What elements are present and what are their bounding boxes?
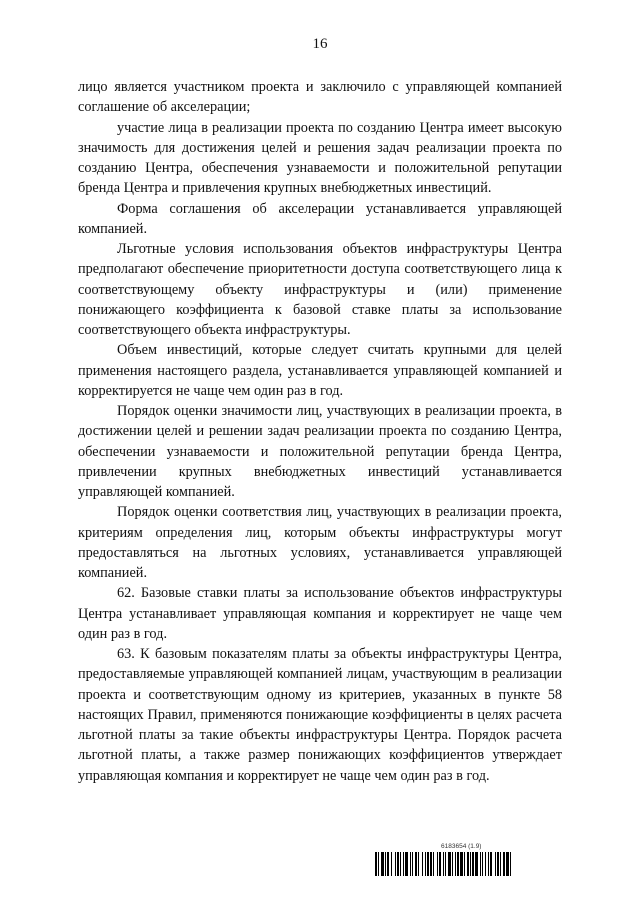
document-code: 6183654 (1.9) <box>441 843 482 850</box>
paragraph: Объем инвестиций, которые следует считать крупными для целей применения настоящего раздела, устанавливается управляющей компанией и корректируется не чаще чем один раз в год. <box>78 342 562 399</box>
page-number: 16 <box>312 36 328 52</box>
barcode <box>375 852 562 876</box>
paragraph: Порядок оценки соответствия лиц, участвующих в реализации проекта, критериям определения лиц, которым объекты инфраструктуры могут предоставляться на льготных условиях, устанавливается управляющей компанией. <box>78 504 562 581</box>
paragraph: участие лица в реализации проекта по созданию Центра имеет высокую значимость для достижения целей и решения задач реализации проекта по созданию Центра, обеспечения узнаваемости и положительной репутации бренда Центра и привлечения крупных внебюджетных инвестиций. <box>78 119 562 197</box>
paragraph: Форма соглашения об акселерации устанавливается управляющей компанией. <box>78 200 562 237</box>
paragraph: Порядок оценки значимости лиц, участвующих в реализации проекта, в достижении целей и решении задач реализации проекта по созданию Центра, обеспечении узнаваемости и положительной репутации бренда Центра, привлечении крупных внебюджетных инвестиций устанавливается управляющей компанией. <box>78 403 562 500</box>
document-body <box>78 77 562 786</box>
paragraph-item-63: 63. К базовым показателям платы за объекты инфраструктуры Центра, предоставляемые управляющей компанией лицам, участвующим в реализации проекта и соответствующим одному из критериев, указанных в пункте 58 настоящих Правил, применяются понижающие коэффициенты в целях расчета льготной платы за такие объекты инфраструктуры Центра. Порядок расчета льготной платы, а также размер понижающих коэффициентов утверждает управляющая компания и корректирует не чаще чем один раз в год. <box>78 646 562 784</box>
paragraph: Льготные условия использования объектов инфраструктуры Центра предполагают обеспечение приоритетности доступа соответствующего лица к соответствующему объекту инфраструктуры и (или) применение понижающего коэффициента к базовой ставке платы за использование соответствующего объекта инфраструктуры. <box>78 241 562 338</box>
paragraph-item-62: 62. Базовые ставки платы за использование объектов инфраструктуры Центра устанавливает управляющая компания и корректирует не чаще чем один раз в год. <box>78 585 562 642</box>
paragraph-continuation: лицо является участником проекта и заключило с управляющей компанией соглашение об акселерации; <box>78 79 562 116</box>
